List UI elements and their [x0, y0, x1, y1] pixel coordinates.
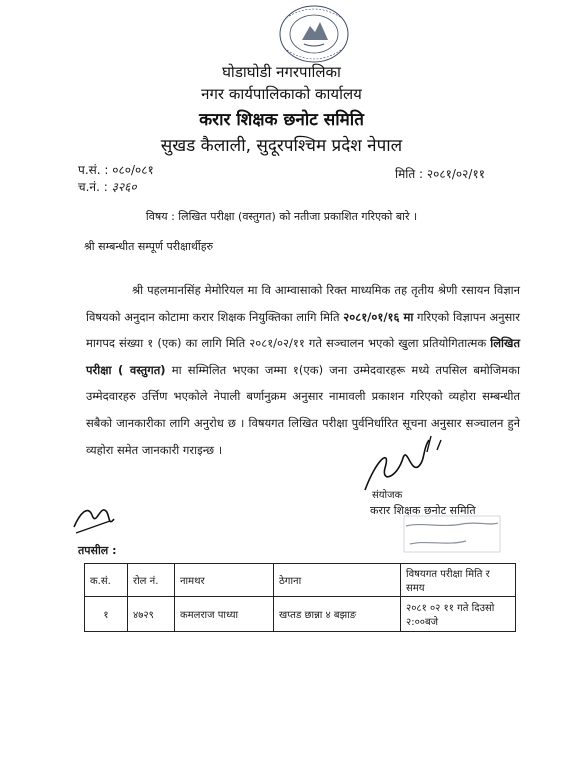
cell-exam-datetime: २०८१ ०२ ११ गते दिउसो २:००बजे	[401, 597, 516, 632]
table-header-row	[85, 564, 516, 597]
cell-roll: ४७२९	[128, 597, 175, 632]
municipality-name: घोडाघोडी नगरपालिका	[222, 63, 341, 81]
office-name: नगर कार्यपालिकाको कार्यालय	[201, 85, 362, 103]
dispatch-number	[78, 178, 137, 195]
table-row	[85, 597, 516, 632]
reference-value: ०८०/०८१	[112, 163, 154, 177]
municipality-seal-icon	[264, 4, 364, 70]
signatory-committee: करार शिक्षक छनोट समिति	[370, 504, 476, 517]
cell-serial: १	[85, 597, 128, 632]
date-value: २०८१/०२/११	[426, 167, 485, 181]
reference-number	[78, 161, 154, 178]
office-stamp-icon	[402, 514, 502, 554]
salutation: श्री सम्बन्धीत सम्पूर्ण परीक्षार्थीहरु	[84, 240, 214, 253]
annex-label: तपसील :	[78, 544, 117, 557]
cell-address: खप्तड छान्ना ४ बझाङ	[274, 597, 401, 632]
initials-signature-icon	[70, 497, 118, 537]
col-exam-datetime: विषयगत परीक्षा मिति र समय	[401, 564, 516, 597]
col-address: ठेगाना	[274, 564, 401, 597]
body-text-2: गरिएको विज्ञापन अनुसार मागपद संख्या १ (एक) का लागि मिति २०८१/०२/११ गते सञ्चालन भएको खुला प्रतियोगितात्मक	[86, 309, 520, 351]
col-name: नामथर	[175, 564, 274, 597]
cell-name: कमलराज पाध्या	[175, 597, 274, 632]
signatory-role: संयोजक	[372, 490, 403, 501]
col-serial: क.सं.	[85, 564, 128, 597]
date-label: मिति :	[395, 167, 424, 181]
results-table	[84, 563, 516, 632]
reference-label: प.सं. :	[78, 163, 109, 177]
body-text-1: श्री पहलमानसिंह मेमोरियल मा वि आम्वासाको रिक्त माध्यमिक तह तृतीय श्रेणी रसायन विज्ञान विषयको अनुदान कोटामा करार शिक्षक नियुक्तिका लागि मिति	[86, 283, 520, 324]
body-bold-date: २०८१/०१/१६ मा	[343, 309, 414, 324]
col-roll: रोल नं.	[128, 564, 175, 597]
committee-name: करार शिक्षक छनोट समिति	[199, 110, 364, 130]
dispatch-value: ३२६०	[111, 180, 137, 194]
subject-line: विषय : लिखित परीक्षा (वस्तुगत) को नतीजा प्रकाशित गरिएको बारे ।	[145, 210, 418, 223]
office-address: सुखड कैलाली, सुदूरपश्चिम प्रदेश नेपाल	[160, 136, 403, 156]
body-bold-exam: लिखित परीक्षा ( वस्तुगत)	[86, 336, 520, 377]
letter-date	[395, 165, 485, 182]
body-text-3: मा सम्मिलित भएका जम्मा १(एक) जना उम्मेदवारहरू मध्ये तपसिल बमोजिमका उम्मेदवारहरु उर्त्तिण भएकोले नेपाली बर्णानुक्रम अनुसार नामावली प्रकाशन गरिएको व्यहोरा सम्बन्धीत सबैको जानकारीका लागि अनुरोध छ । विषयगत लिखित परीक्षा पुर्वनिर्धारित सूचना अनुसार सञ्चालन हुने व्यहोरा समेत जानकारी गराइन्छ ।	[86, 362, 520, 457]
dispatch-label: च.नं. :	[78, 180, 108, 194]
